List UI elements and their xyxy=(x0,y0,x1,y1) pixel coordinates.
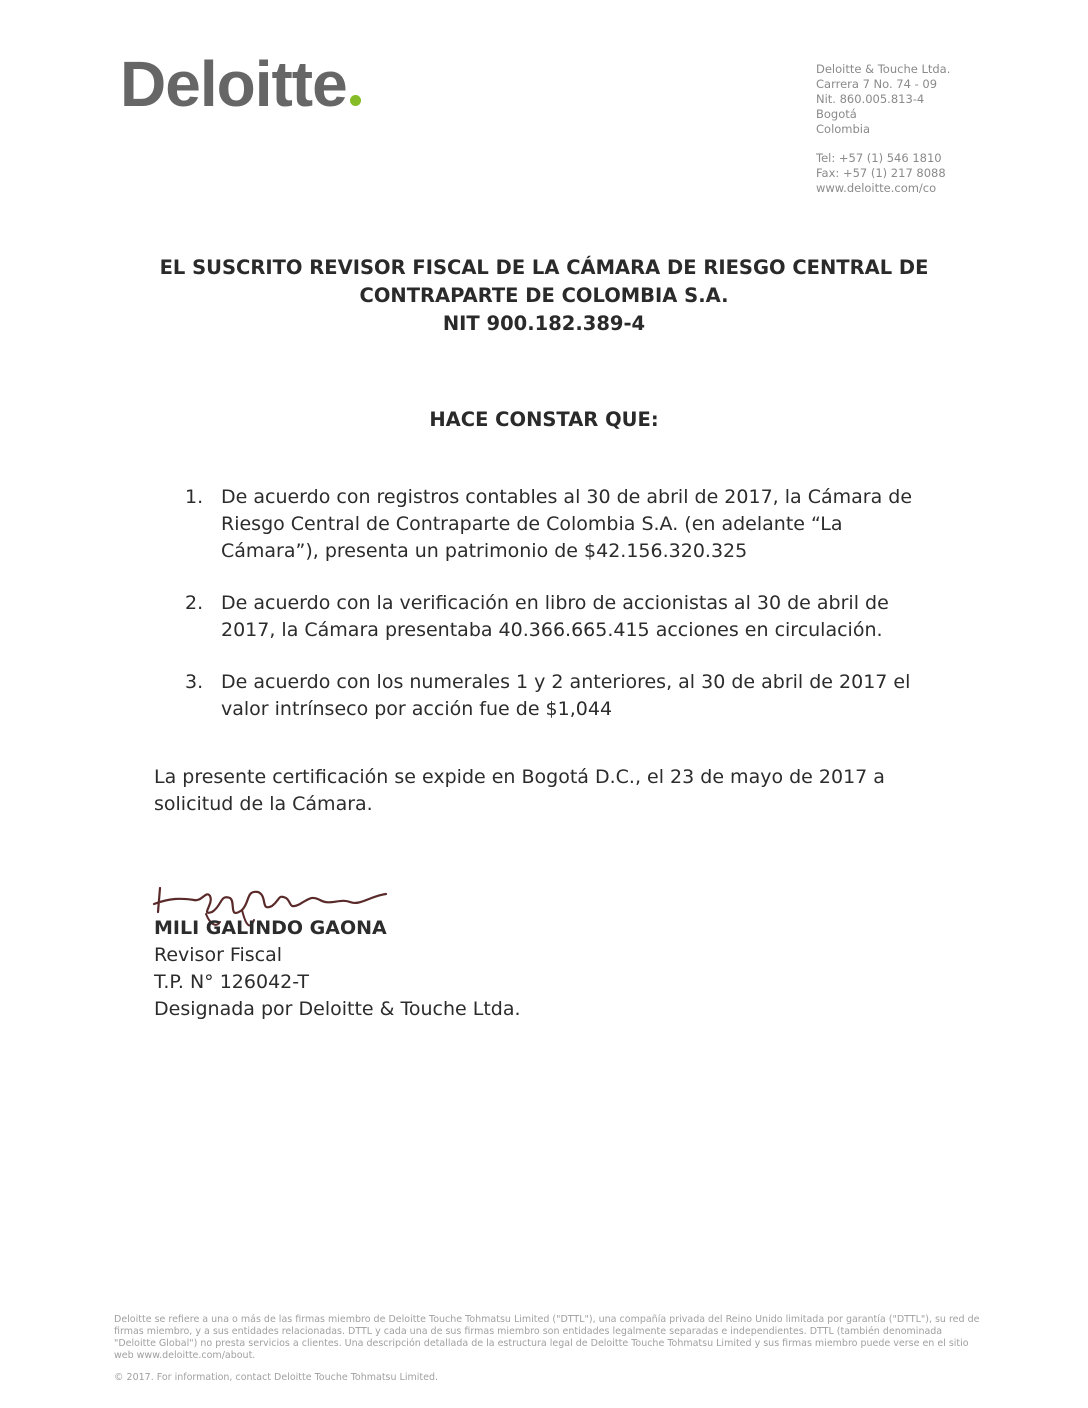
deloitte-logo xyxy=(120,48,361,120)
footer-text: Deloitte se refiere a una o más de las firmas miembro de Deloitte Touche Tohmatsu Limited ("DTTL"), una compañía privada del Reino Unido limitada por garantía ("DTTL"), su red de firmas miembro, y a sus entidades relacionadas. DTTL y cada una de sus firmas miembro son entidades legalmente separadas e independientes. DTTL (también denominada "Deloitte Global") no presta servicios a clientes. Una descripción detallada de la estructura legal de Deloitte Touche Tohmatsu Limited y sus firmas miembro puede verse en el sitio web www.deloitte.com/about. xyxy=(114,1314,980,1361)
logo-text: Deloitte xyxy=(120,48,347,120)
item-text: De acuerdo con los numerales 1 y 2 anteriores, al 30 de abril de 2017 el valor intrínseco por acción fue de $1,044 xyxy=(221,671,911,720)
footer-copyright: © 2017. For information, contact Deloitte Touche Tohmatsu Limited. xyxy=(114,1372,438,1383)
contact-phone: Tel: +57 (1) 546 1810 xyxy=(816,151,942,165)
list-item xyxy=(185,590,945,644)
signer-role: Revisor Fiscal xyxy=(154,944,283,966)
company-address xyxy=(816,62,950,196)
title-line: CONTRAPARTE DE COLOMBIA S.A. xyxy=(359,284,729,307)
address-line: Carrera 7 No. 74 - 09 xyxy=(816,77,938,91)
certification-list xyxy=(185,484,945,748)
closing-statement: La presente certificación se expide en Bogotá D.C., el 23 de mayo de 2017 a solicitud de la Cámara. xyxy=(154,766,885,815)
signer-block xyxy=(154,915,521,1023)
logo-dot-icon xyxy=(350,95,361,106)
item-text: De acuerdo con la verificación en libro de accionistas al 30 de abril de 2017, la Cámara presentaba 40.366.665.415 acciones en circulación. xyxy=(221,592,889,641)
item-number: 2. xyxy=(185,592,204,614)
item-text: De acuerdo con registros contables al 30 de abril de 2017, la Cámara de Riesgo Central de Contraparte de Colombia S.A. (en adelante “La Cámara”), presenta un patrimonio de $42.156.320.325 xyxy=(221,486,913,562)
address-line: Colombia xyxy=(816,122,871,136)
item-number: 1. xyxy=(185,486,204,508)
list-item xyxy=(185,484,945,565)
signer-tp: T.P. N° 126042-T xyxy=(154,971,309,993)
title-line: EL SUSCRITO REVISOR FISCAL DE LA CÁMARA DE RIESGO CENTRAL DE xyxy=(159,256,929,279)
address-line: Deloitte & Touche Ltda. xyxy=(816,62,951,76)
contact-website: www.deloitte.com/co xyxy=(816,181,937,195)
document-subtitle: HACE CONSTAR QUE: xyxy=(429,408,659,431)
legal-footer xyxy=(114,1314,984,1384)
item-number: 3. xyxy=(185,671,204,693)
signer-designation: Designada por Deloitte & Touche Ltda. xyxy=(154,998,521,1020)
contact-fax: Fax: +57 (1) 217 8088 xyxy=(816,166,946,180)
address-line: Nit. 860.005.813-4 xyxy=(816,92,925,106)
address-line: Bogotá xyxy=(816,107,857,121)
document-title xyxy=(100,254,988,338)
title-nit: NIT 900.182.389-4 xyxy=(442,312,646,335)
list-item xyxy=(185,669,945,723)
signer-name: MILI GALINDO GAONA xyxy=(154,917,387,939)
